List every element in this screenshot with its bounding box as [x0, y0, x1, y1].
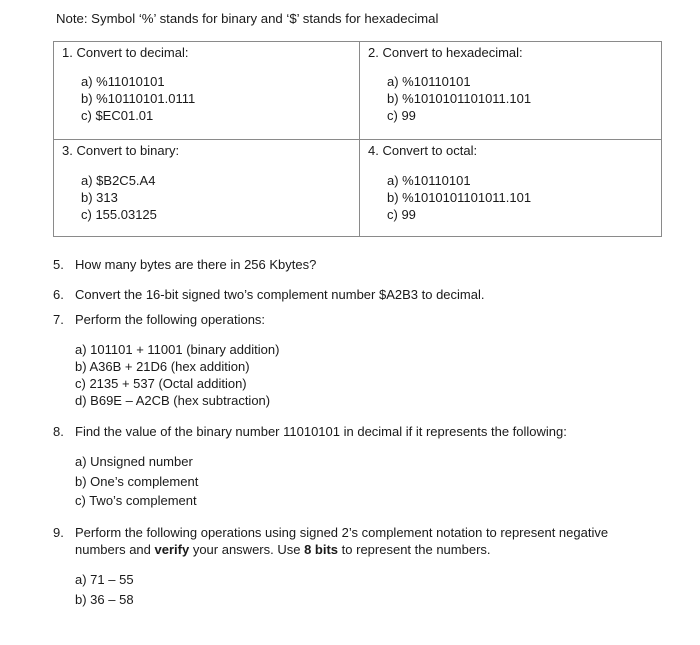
- box-items: [387, 73, 531, 124]
- note-line: Note: Symbol ‘%’ stands for binary and ‘$’ stands for hexadecimal: [56, 11, 439, 26]
- list-item: b) 36 – 58: [75, 591, 134, 607]
- box-heading: 2. Convert to hexadecimal:: [368, 45, 523, 60]
- list-item: a) %10110101: [387, 173, 471, 188]
- list-item: a) %11010101: [81, 74, 165, 89]
- question-number: 9.: [53, 525, 64, 540]
- emphasis-8-bits: 8 bits: [304, 542, 339, 557]
- question-number: 5.: [53, 257, 64, 272]
- list-item: b) %1010101101011.101: [387, 190, 532, 205]
- box-convert-to-decimal: [54, 42, 359, 139]
- question-9: [53, 525, 608, 540]
- text-fragment: numbers and: [75, 542, 155, 557]
- list-item: a) %10110101: [387, 74, 471, 89]
- question-6: [53, 287, 484, 302]
- box-items: [81, 73, 195, 124]
- list-item: c) 155.03125: [81, 207, 157, 222]
- conversion-table: [53, 41, 662, 237]
- question-text: How many bytes are there in 256 Kbytes?: [75, 257, 317, 272]
- list-item: b) %10110101.0111: [81, 91, 196, 106]
- list-item: c) $EC01.01: [81, 108, 154, 123]
- list-item: b) %1010101101011.101: [387, 91, 532, 106]
- box-convert-to-binary: [54, 140, 359, 236]
- box-items: [387, 172, 531, 223]
- box-convert-to-hexadecimal: [360, 42, 661, 139]
- list-item: d) B69E – A2CB (hex subtraction): [75, 393, 271, 408]
- question-9-line-2: [75, 542, 491, 557]
- question-text-line-1: Perform the following operations using signed 2’s complement notation to represent negative: [75, 525, 609, 540]
- list-item: a) Unsigned number: [75, 454, 193, 469]
- question-9-items: [75, 570, 134, 609]
- question-8-items: [75, 452, 198, 511]
- list-item: b) 313: [81, 190, 118, 205]
- question-7-items: [75, 341, 279, 409]
- question-number: 6.: [53, 287, 64, 302]
- box-heading: 1. Convert to decimal:: [62, 45, 189, 60]
- box-heading: 4. Convert to octal:: [368, 143, 478, 158]
- list-item: c) Two’s complement: [75, 493, 197, 508]
- list-item: a) 71 – 55: [75, 572, 134, 587]
- question-text: Perform the following operations:: [75, 312, 266, 327]
- box-heading: 3. Convert to binary:: [62, 143, 180, 158]
- list-item: b) One’s complement: [75, 473, 199, 489]
- question-text: Find the value of the binary number 11010101 in decimal if it represents the following:: [75, 424, 567, 439]
- emphasis-verify: verify: [154, 542, 190, 557]
- list-item: c) 99: [387, 207, 416, 222]
- question-number: 7.: [53, 312, 64, 327]
- list-item: c) 2135 + 537 (Octal addition): [75, 376, 247, 391]
- list-item: b) A36B + 21D6 (hex addition): [75, 359, 250, 374]
- text-fragment: your answers. Use: [189, 542, 305, 557]
- text-fragment: to represent the numbers.: [338, 542, 491, 557]
- list-item: a) $B2C5.A4: [81, 173, 156, 188]
- list-item: a) 101101 + 11001 (binary addition): [75, 342, 280, 357]
- question-text: Convert the 16-bit signed two’s complement number $A2B3 to decimal.: [75, 287, 485, 302]
- box-items: [81, 172, 157, 223]
- question-8: [53, 424, 567, 439]
- list-item: c) 99: [387, 108, 416, 123]
- box-convert-to-octal: [360, 140, 661, 236]
- question-5: [53, 257, 316, 272]
- question-7: [53, 312, 265, 327]
- question-number: 8.: [53, 424, 64, 439]
